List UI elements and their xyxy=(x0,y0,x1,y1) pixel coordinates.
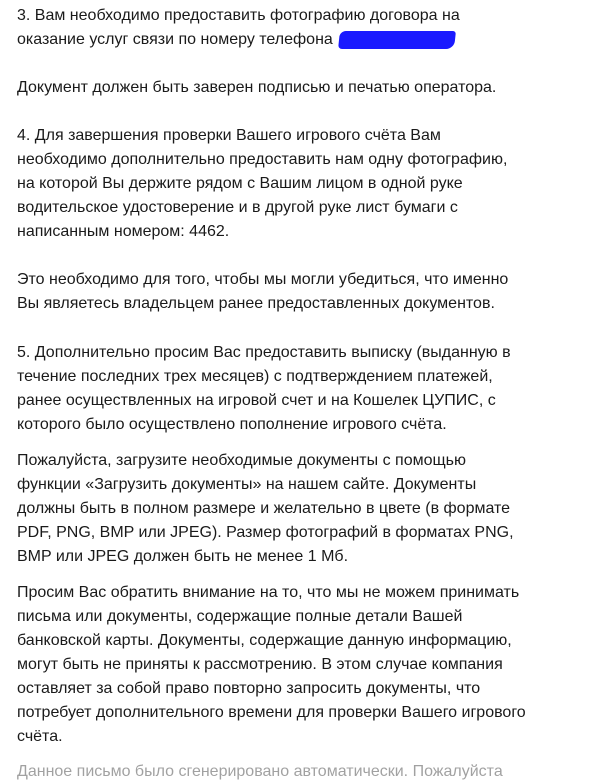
text-line: PDF, PNG, BMP или JPEG). Размер фотографий в форматах PNG, xyxy=(17,524,514,541)
text-line: течение последних трех месяцев) с подтверждением платежей, xyxy=(17,368,493,385)
text-line: необходимо дополнительно предоставить нам одну фотографию, xyxy=(17,151,508,168)
text-line: ранее осуществленных на игровой счет и на Кошелек ЦУПИС, с xyxy=(17,392,496,409)
text-line: на которой Вы держите рядом с Вашим лицом в одной руке xyxy=(17,175,463,192)
text-line: письма или документы, содержащие полные детали Вашей xyxy=(17,608,463,625)
text-line: счёта. xyxy=(17,728,63,745)
text-line: могут быть не приняты к рассмотрению. В этом случае компания xyxy=(17,656,503,673)
text-line: водительское удостоверение и в другой руке лист бумаги с xyxy=(17,199,458,216)
text-line: потребует дополнительного времени для проверки Вашего игрового xyxy=(17,704,526,721)
text-line: Вы являетесь владельцем ранее предоставленных документов. xyxy=(17,295,495,312)
text-line: 3. Вам необходимо предоставить фотографию договора на xyxy=(17,7,460,24)
text-line: 4. Для завершения проверки Вашего игрового счёта Вам xyxy=(17,127,441,144)
text-line: функции «Загрузить документы» на нашем сайте. Документы xyxy=(17,476,477,493)
text-line: 5. Дополнительно просим Вас предоставить выписку (выданную в xyxy=(17,344,511,361)
text-line: BMP или JPEG должен быть не менее 1 Мб. xyxy=(17,548,349,565)
text-line-cut-off: Данное письмо было сгенерировано автоматически. Пожалуйста xyxy=(17,763,503,780)
text-line: написанным номером: 4462. xyxy=(17,223,230,240)
text-line-with-redaction xyxy=(17,28,455,52)
text-line: которого было осуществлено пополнение игрового счёта. xyxy=(17,416,447,433)
text-line: Пожалуйста, загрузите необходимые документы с помощью xyxy=(17,452,466,469)
redacted-phone-number xyxy=(338,31,456,49)
text-line: оставляет за собой право повторно запросить документы, что xyxy=(17,680,481,697)
text-line: должны быть в полном размере и желательно в цвете (в формате xyxy=(17,500,511,517)
text-line: оказание услуг связи по номеру телефона xyxy=(17,31,333,48)
text-line: банковской карты. Документы, содержащие данную информацию, xyxy=(17,632,512,649)
text-line: Это необходимо для того, чтобы мы могли убедиться, что именно xyxy=(17,271,509,288)
text-line: Просим Вас обратить внимание на то, что мы не можем принимать xyxy=(17,584,520,601)
text-line: Документ должен быть заверен подписью и печатью оператора. xyxy=(17,79,497,96)
